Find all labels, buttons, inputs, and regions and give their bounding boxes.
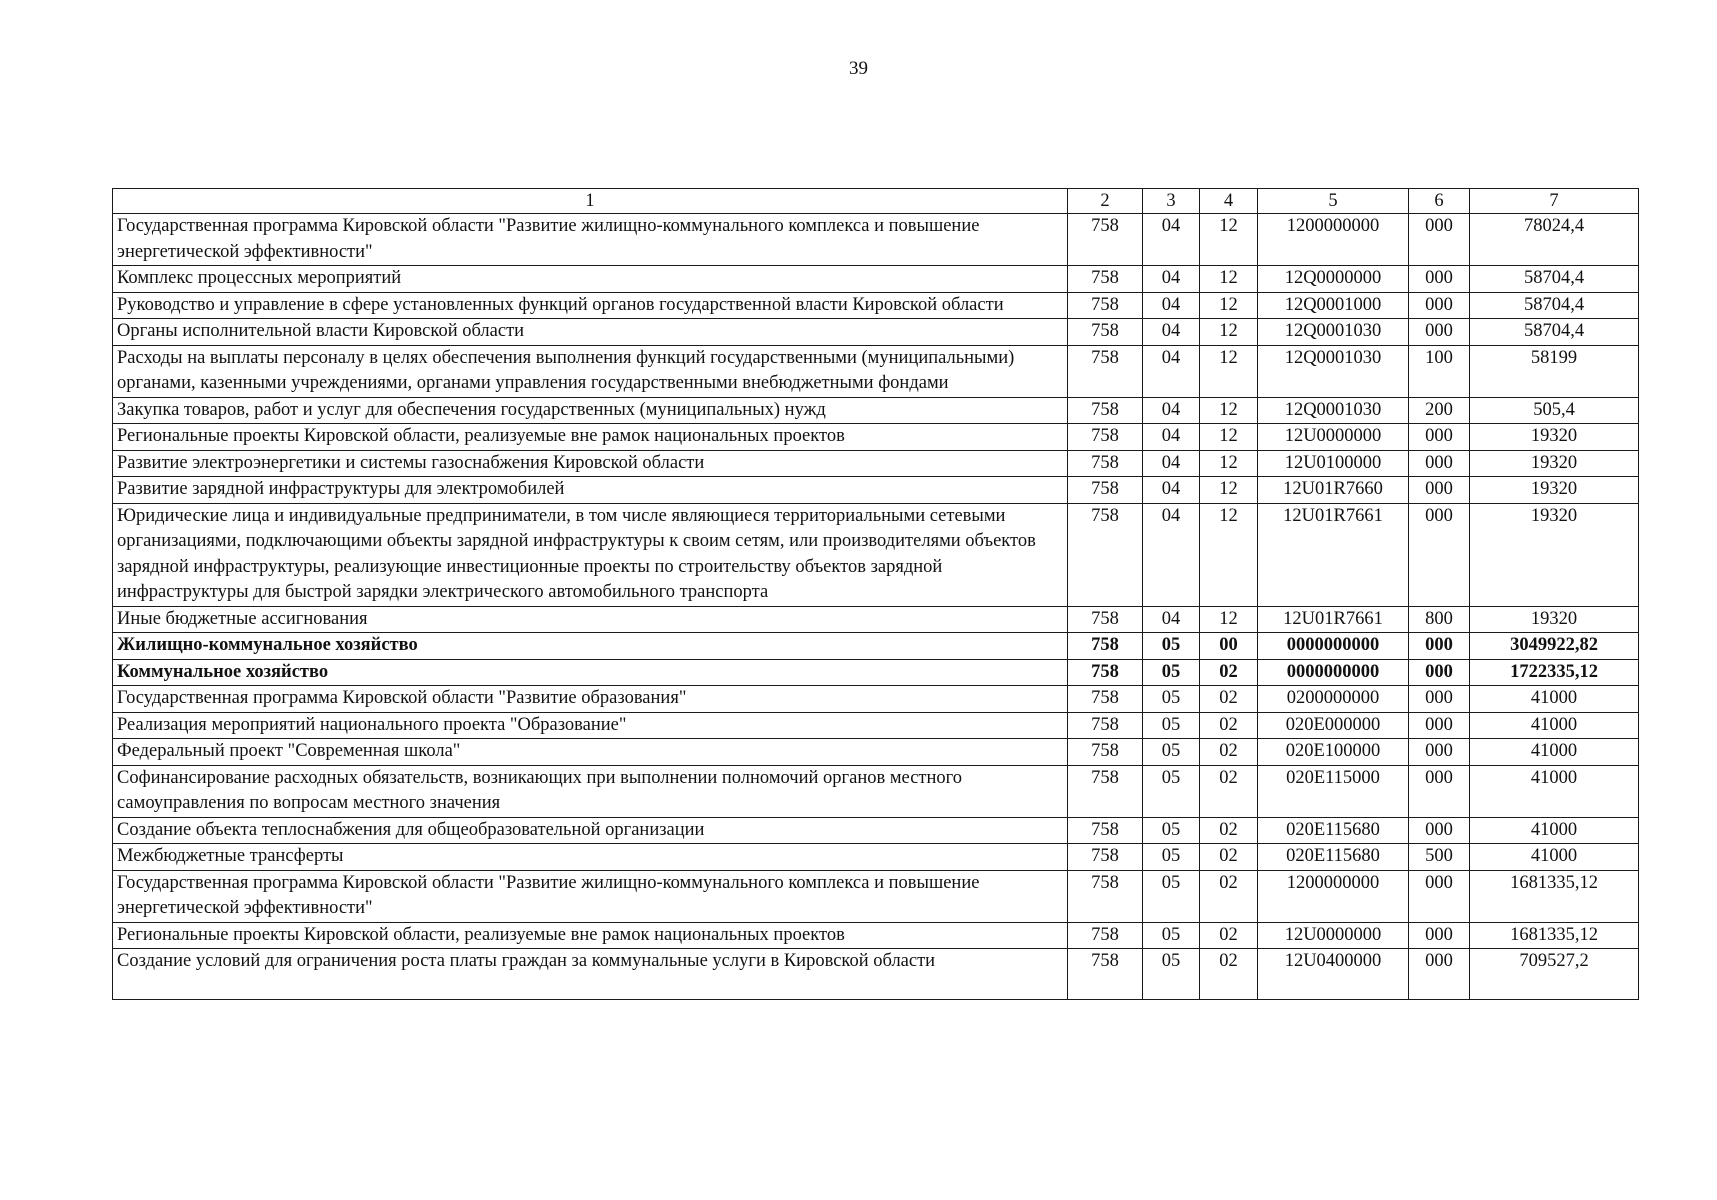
expense-type-cell: 000: [1409, 292, 1470, 319]
expense-type-cell: 000: [1409, 424, 1470, 451]
table-row: [113, 844, 1639, 871]
column-header: 4: [1200, 189, 1258, 214]
expense-type-cell: 000: [1409, 450, 1470, 477]
item-name-cell: Создание объекта теплоснабжения для общеобразовательной организации: [113, 817, 1068, 844]
target-article-cell: 1200000000: [1258, 214, 1409, 266]
ministry-code-cell: 758: [1068, 266, 1143, 293]
item-name-cell: Комплекс процессных мероприятий: [113, 266, 1068, 293]
item-name-cell: Расходы на выплаты персоналу в целях обеспечения выполнения функций государственными (муниципальными) органами, казенными учреждениями, органами управления государственными внебюджетными фондами: [113, 345, 1068, 397]
expense-type-cell: 000: [1409, 870, 1470, 922]
item-name-cell: Федеральный проект "Современная школа": [113, 739, 1068, 766]
section-code-cell: 05: [1143, 817, 1200, 844]
expense-type-cell: 000: [1409, 817, 1470, 844]
subsection-code-cell: 12: [1200, 266, 1258, 293]
subsection-code-cell: 12: [1200, 450, 1258, 477]
amount-cell: 41000: [1470, 686, 1639, 713]
section-code-cell: 05: [1143, 739, 1200, 766]
table-row: [113, 949, 1639, 1000]
amount-cell: 41000: [1470, 765, 1639, 817]
target-article-cell: 12U01R7660: [1258, 477, 1409, 504]
table-row: [113, 503, 1639, 606]
amount-cell: 58199: [1470, 345, 1639, 397]
target-article-cell: 12U0000000: [1258, 922, 1409, 949]
section-code-cell: 04: [1143, 450, 1200, 477]
expense-type-cell: 000: [1409, 739, 1470, 766]
expense-type-cell: 000: [1409, 266, 1470, 293]
expense-type-cell: 000: [1409, 659, 1470, 686]
table-row: [113, 633, 1639, 660]
item-name-cell: Межбюджетные трансферты: [113, 844, 1068, 871]
table-row: [113, 214, 1639, 266]
section-code-cell: 04: [1143, 424, 1200, 451]
amount-cell: 78024,4: [1470, 214, 1639, 266]
column-header: 5: [1258, 189, 1409, 214]
target-article-cell: 12Q0001000: [1258, 292, 1409, 319]
amount-cell: 1722335,12: [1470, 659, 1639, 686]
table-row: [113, 345, 1639, 397]
section-code-cell: 05: [1143, 686, 1200, 713]
section-code-cell: 04: [1143, 266, 1200, 293]
ministry-code-cell: 758: [1068, 712, 1143, 739]
subsection-code-cell: 12: [1200, 424, 1258, 451]
amount-cell: 19320: [1470, 477, 1639, 504]
item-name-cell: Создание условий для ограничения роста платы граждан за коммунальные услуги в Кировской области: [113, 949, 1068, 1000]
amount-cell: 41000: [1470, 739, 1639, 766]
section-code-cell: 04: [1143, 214, 1200, 266]
amount-cell: 41000: [1470, 817, 1639, 844]
target-article-cell: 12Q0001030: [1258, 397, 1409, 424]
section-code-cell: 05: [1143, 949, 1200, 1000]
expense-type-cell: 000: [1409, 712, 1470, 739]
section-code-cell: 04: [1143, 319, 1200, 346]
subsection-code-cell: 02: [1200, 949, 1258, 1000]
subsection-code-cell: 02: [1200, 739, 1258, 766]
section-code-cell: 04: [1143, 345, 1200, 397]
subsection-code-cell: 12: [1200, 606, 1258, 633]
table-row: [113, 765, 1639, 817]
target-article-cell: 12U0400000: [1258, 949, 1409, 1000]
expense-type-cell: 000: [1409, 765, 1470, 817]
expense-type-cell: 000: [1409, 949, 1470, 1000]
table-row: [113, 739, 1639, 766]
item-name-cell: Государственная программа Кировской области "Развитие образования": [113, 686, 1068, 713]
ministry-code-cell: 758: [1068, 345, 1143, 397]
section-code-cell: 05: [1143, 870, 1200, 922]
column-header: 2: [1068, 189, 1143, 214]
amount-cell: 58704,4: [1470, 266, 1639, 293]
item-name-cell: Государственная программа Кировской области "Развитие жилищно-коммунального комплекса и повышение энергетической эффективности": [113, 214, 1068, 266]
ministry-code-cell: 758: [1068, 949, 1143, 1000]
expense-type-cell: 000: [1409, 319, 1470, 346]
section-code-cell: 04: [1143, 606, 1200, 633]
target-article-cell: 12Q0001030: [1258, 319, 1409, 346]
table-row: [113, 712, 1639, 739]
subsection-code-cell: 02: [1200, 765, 1258, 817]
ministry-code-cell: 758: [1068, 450, 1143, 477]
expense-type-cell: 000: [1409, 922, 1470, 949]
budget-table: [112, 188, 1639, 1000]
ministry-code-cell: 758: [1068, 503, 1143, 606]
amount-cell: 41000: [1470, 844, 1639, 871]
item-name-cell: Региональные проекты Кировской области, реализуемые вне рамок национальных проектов: [113, 922, 1068, 949]
amount-cell: 1681335,12: [1470, 922, 1639, 949]
ministry-code-cell: 758: [1068, 870, 1143, 922]
target-article-cell: 12U01R7661: [1258, 606, 1409, 633]
subsection-code-cell: 12: [1200, 319, 1258, 346]
target-article-cell: 12Q0001030: [1258, 345, 1409, 397]
item-name-cell: Жилищно-коммунальное хозяйство: [113, 633, 1068, 660]
subsection-code-cell: 12: [1200, 477, 1258, 504]
amount-cell: 709527,2: [1470, 949, 1639, 1000]
ministry-code-cell: 758: [1068, 686, 1143, 713]
column-header: 7: [1470, 189, 1639, 214]
item-name-cell: Реализация мероприятий национального проекта "Образование": [113, 712, 1068, 739]
page-number: 39: [849, 58, 868, 79]
item-name-cell: Государственная программа Кировской области "Развитие жилищно-коммунального комплекса и повышение энергетической эффективности": [113, 870, 1068, 922]
section-code-cell: 04: [1143, 477, 1200, 504]
ministry-code-cell: 758: [1068, 739, 1143, 766]
subsection-code-cell: 02: [1200, 686, 1258, 713]
ministry-code-cell: 758: [1068, 765, 1143, 817]
amount-cell: 3049922,82: [1470, 633, 1639, 660]
column-header: 1: [113, 189, 1068, 214]
ministry-code-cell: 758: [1068, 292, 1143, 319]
column-header: 6: [1409, 189, 1470, 214]
expense-type-cell: 000: [1409, 503, 1470, 606]
target-article-cell: 0200000000: [1258, 686, 1409, 713]
expense-type-cell: 000: [1409, 477, 1470, 504]
ministry-code-cell: 758: [1068, 319, 1143, 346]
target-article-cell: 020E115680: [1258, 817, 1409, 844]
table-row: [113, 397, 1639, 424]
amount-cell: 505,4: [1470, 397, 1639, 424]
ministry-code-cell: 758: [1068, 844, 1143, 871]
ministry-code-cell: 758: [1068, 424, 1143, 451]
ministry-code-cell: 758: [1068, 214, 1143, 266]
amount-cell: 19320: [1470, 606, 1639, 633]
target-article-cell: 12U01R7661: [1258, 503, 1409, 606]
section-code-cell: 05: [1143, 765, 1200, 817]
subsection-code-cell: 02: [1200, 659, 1258, 686]
subsection-code-cell: 02: [1200, 844, 1258, 871]
table-row: [113, 319, 1639, 346]
table-row: [113, 266, 1639, 293]
subsection-code-cell: 12: [1200, 214, 1258, 266]
target-article-cell: 12U0000000: [1258, 424, 1409, 451]
section-code-cell: 04: [1143, 292, 1200, 319]
section-code-cell: 05: [1143, 712, 1200, 739]
item-name-cell: Софинансирование расходных обязательств, возникающих при выполнении полномочий органов местного самоуправления по вопросам местного значения: [113, 765, 1068, 817]
subsection-code-cell: 12: [1200, 397, 1258, 424]
subsection-code-cell: 12: [1200, 292, 1258, 319]
item-name-cell: Региональные проекты Кировской области, реализуемые вне рамок национальных проектов: [113, 424, 1068, 451]
item-name-cell: Иные бюджетные ассигнования: [113, 606, 1068, 633]
column-number-row: [113, 189, 1639, 214]
column-header: 3: [1143, 189, 1200, 214]
table-row: [113, 450, 1639, 477]
target-article-cell: 020E115680: [1258, 844, 1409, 871]
target-article-cell: 020E100000: [1258, 739, 1409, 766]
section-code-cell: 05: [1143, 844, 1200, 871]
item-name-cell: Юридические лица и индивидуальные предприниматели, в том числе являющиеся территориальными сетевыми организациями, подключающими объекты зарядной инфраструктуры к своим сетям, или производителями объектов зарядной инфраструктуры, реализующие инвестиционные проекты по строительству объектов зарядной инфраструктуры для быстрой зарядки электрического автомобильного транспорта: [113, 503, 1068, 606]
expense-type-cell: 000: [1409, 633, 1470, 660]
table-row: [113, 659, 1639, 686]
subsection-code-cell: 02: [1200, 817, 1258, 844]
table-row: [113, 606, 1639, 633]
expense-type-cell: 200: [1409, 397, 1470, 424]
amount-cell: 1681335,12: [1470, 870, 1639, 922]
item-name-cell: Руководство и управление в сфере установленных функций органов государственной власти Кировской области: [113, 292, 1068, 319]
section-code-cell: 05: [1143, 922, 1200, 949]
ministry-code-cell: 758: [1068, 922, 1143, 949]
amount-cell: 41000: [1470, 712, 1639, 739]
item-name-cell: Закупка товаров, работ и услуг для обеспечения государственных (муниципальных) нужд: [113, 397, 1068, 424]
subsection-code-cell: 00: [1200, 633, 1258, 660]
table-body: [113, 214, 1639, 1000]
target-article-cell: 12Q0000000: [1258, 266, 1409, 293]
target-article-cell: 0000000000: [1258, 659, 1409, 686]
table-row: [113, 477, 1639, 504]
expense-type-cell: 000: [1409, 686, 1470, 713]
item-name-cell: Развитие зарядной инфраструктуры для электромобилей: [113, 477, 1068, 504]
ministry-code-cell: 758: [1068, 659, 1143, 686]
target-article-cell: 1200000000: [1258, 870, 1409, 922]
ministry-code-cell: 758: [1068, 606, 1143, 633]
expense-type-cell: 000: [1409, 214, 1470, 266]
amount-cell: 58704,4: [1470, 292, 1639, 319]
amount-cell: 19320: [1470, 450, 1639, 477]
amount-cell: 58704,4: [1470, 319, 1639, 346]
expense-type-cell: 500: [1409, 844, 1470, 871]
target-article-cell: 020E000000: [1258, 712, 1409, 739]
target-article-cell: 020E115000: [1258, 765, 1409, 817]
expense-type-cell: 800: [1409, 606, 1470, 633]
subsection-code-cell: 12: [1200, 345, 1258, 397]
target-article-cell: 0000000000: [1258, 633, 1409, 660]
expense-type-cell: 100: [1409, 345, 1470, 397]
table-row: [113, 424, 1639, 451]
amount-cell: 19320: [1470, 424, 1639, 451]
ministry-code-cell: 758: [1068, 817, 1143, 844]
subsection-code-cell: 02: [1200, 712, 1258, 739]
table-row: [113, 922, 1639, 949]
target-article-cell: 12U0100000: [1258, 450, 1409, 477]
section-code-cell: 04: [1143, 503, 1200, 606]
subsection-code-cell: 12: [1200, 503, 1258, 606]
item-name-cell: Коммунальное хозяйство: [113, 659, 1068, 686]
ministry-code-cell: 758: [1068, 633, 1143, 660]
item-name-cell: Развитие электроэнергетики и системы газоснабжения Кировской области: [113, 450, 1068, 477]
section-code-cell: 05: [1143, 659, 1200, 686]
table-row: [113, 870, 1639, 922]
item-name-cell: Органы исполнительной власти Кировской области: [113, 319, 1068, 346]
table-row: [113, 817, 1639, 844]
subsection-code-cell: 02: [1200, 870, 1258, 922]
ministry-code-cell: 758: [1068, 477, 1143, 504]
subsection-code-cell: 02: [1200, 922, 1258, 949]
amount-cell: 19320: [1470, 503, 1639, 606]
section-code-cell: 04: [1143, 397, 1200, 424]
table-row: [113, 292, 1639, 319]
ministry-code-cell: 758: [1068, 397, 1143, 424]
section-code-cell: 05: [1143, 633, 1200, 660]
table-row: [113, 686, 1639, 713]
